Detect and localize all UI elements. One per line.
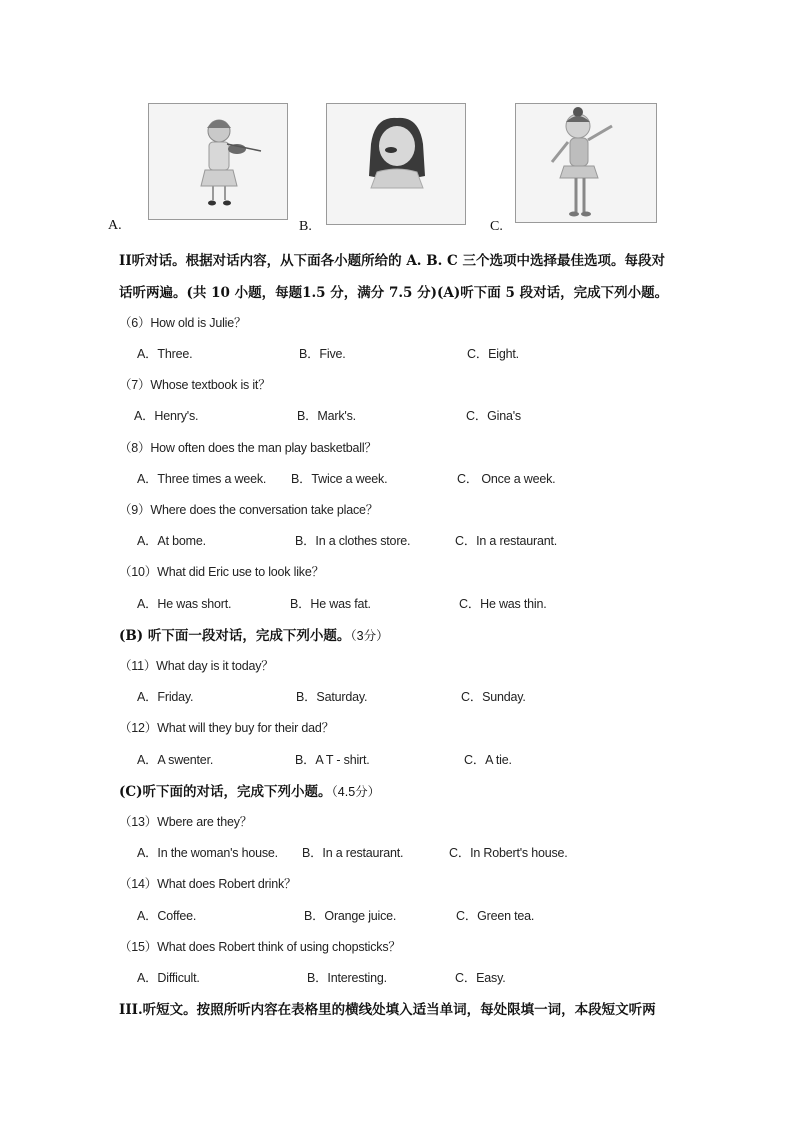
question-11: （11）What day is it today？ [119,659,274,673]
question-10-option-b: B．He was fat. [290,597,371,611]
question-6-option-c: C．Eight. [467,347,519,361]
question-14: （14）What does Robert drink？ [119,877,297,891]
question-9-option-c: C．In a restaurant. [455,534,558,548]
question-9-option-a: A．At bome. [137,534,206,548]
question-15-option-c: C．Easy. [455,971,506,985]
girl-playing-violin-icon [149,104,287,219]
question-15: （15）What does Robert think of using chopsticks？ [119,940,401,954]
question-8-option-a: A．Three times a week. [137,472,267,486]
part-c-points: （4.5分） [331,785,381,799]
question-10-option-a: A．He was short. [137,597,232,611]
section-3-heading: III.听短文。按照所听内容在表格里的横线处填入适当单词，每处限填一词，本段短文听两 [119,1002,656,1018]
question-12: （12）What will they buy for their dad？ [119,721,334,735]
question-8-option-c: C． Once a week. [457,472,556,486]
question-7: （7）Whose textbook is it？ [119,378,271,392]
question-6-option-b: B．Five. [299,347,346,361]
question-12-option-b: B．A T - shirt. [295,753,370,767]
question-10-option-c: C．He was thin. [459,597,547,611]
part-c-heading [119,780,380,800]
question-13: （13）Wbere are they？ [119,815,253,829]
question-13-option-c: C．In Robert's house. [449,846,568,860]
question-6: （6）How old is Julie？ [119,316,247,330]
question-14-option-a: A．Coffee. [137,909,197,923]
girl-long-hair-icon [327,104,465,224]
picture-b [326,103,466,225]
question-9-option-b: B．In a clothes store. [295,534,411,548]
section-2-heading-line-2: 话听两遍。(共 10 小题，每题1.5 分，满分 7.5 分)(A)听下面 5 段对话，完成下列小题。 [119,285,669,301]
question-7-option-a: A．Henry's. [134,409,199,423]
question-6-option-a: A．Three. [137,347,193,361]
picture-c-label: C. [490,219,503,234]
picture-c [515,103,657,223]
question-11-option-b: B．Saturday. [296,690,368,704]
question-12-option-c: C．A tie. [464,753,512,767]
question-10: （10）What did Eric use to look like？ [119,565,324,579]
part-b-points: （3分） [350,629,389,643]
part-c-heading-text: (C)听下面的对话，完成下列小题。 [119,784,332,800]
girl-dancing-ballet-icon [516,104,656,222]
section-2-heading-line-1: II听对话。根据对话内容，从下面各小题所给的 A. B. C 三个选项中选择最佳选项。每段对 [119,253,665,269]
picture-b-label: B. [299,219,312,234]
question-11-option-c: C．Sunday. [461,690,526,704]
question-7-option-b: B．Mark's. [297,409,356,423]
part-b-heading [119,624,389,644]
picture-a [148,103,288,220]
picture-a-label: A. [108,218,122,233]
question-13-option-b: B．In a restaurant. [302,846,404,860]
question-14-option-c: C．Green tea. [456,909,535,923]
part-b-heading-text: (B) 听下面一段对话，完成下列小题。 [119,628,351,644]
question-14-option-b: B．Orange juice. [304,909,397,923]
question-8: （8）How often does the man play basketball？ [119,441,377,455]
question-9: （9）Where does the conversation take place？ [119,503,379,517]
question-12-option-a: A．A swenter. [137,753,214,767]
question-8-option-b: B．Twice a week. [291,472,388,486]
question-13-option-a: A．In the woman's house. [137,846,278,860]
question-7-option-c: C．Gina's [466,409,521,423]
question-11-option-a: A．Friday. [137,690,194,704]
question-15-option-a: A．Difficult. [137,971,200,985]
question-15-option-b: B．Interesting. [307,971,387,985]
